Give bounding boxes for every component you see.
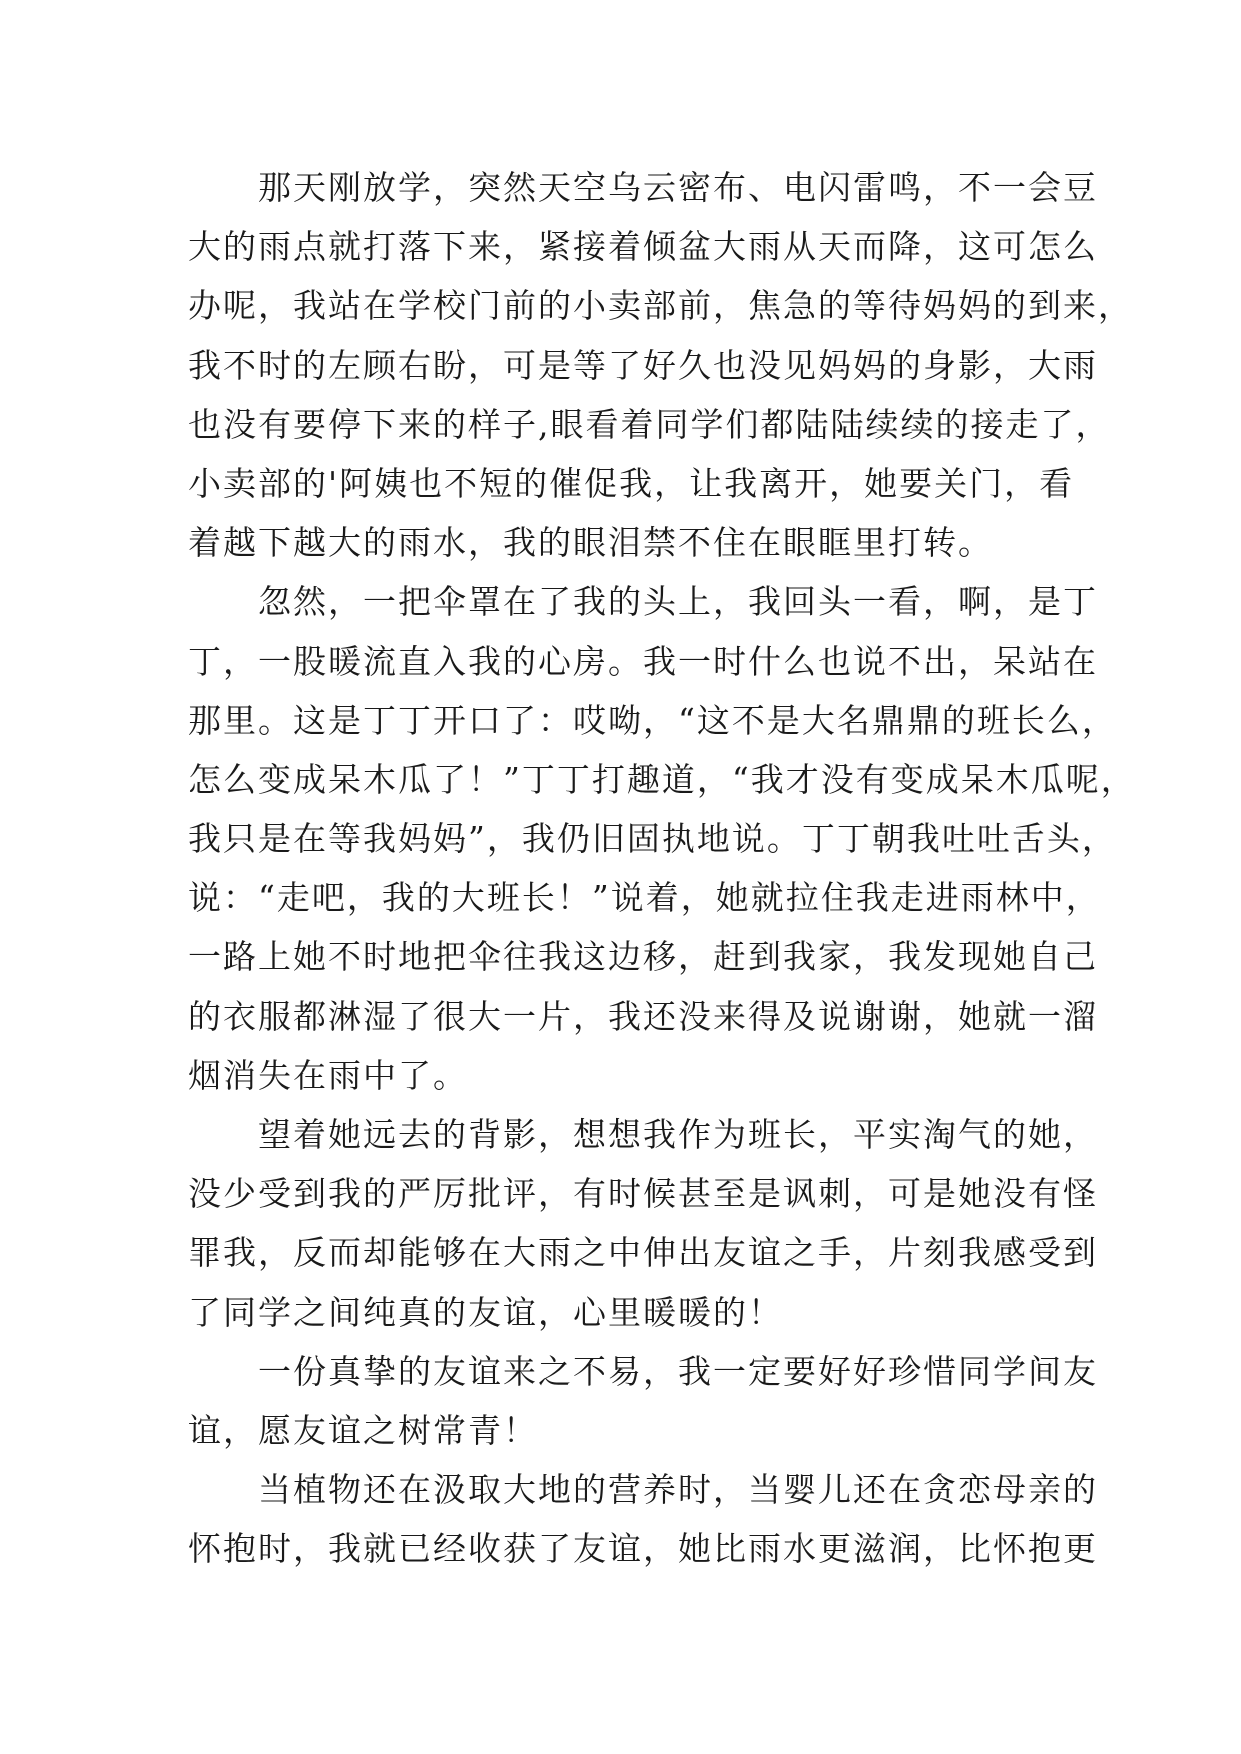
text-line: 大的雨点就打落下来，紧接着倾盆大雨从天而降，这可怎么 [188,227,1098,267]
text-line: 忽然，一把伞罩在了我的头上，我回头一看，啊，是丁 [258,582,1098,622]
text-line: 说：“走吧，我的大班长！”说着，她就拉住我走进雨林中， [188,878,1101,918]
body-text [188,158,1136,1579]
text-line: 丁，一股暖流直入我的心房。我一时什么也说不出，呆站在 [188,641,1098,681]
text-line: 谊，愿友谊之树常青！ [188,1410,538,1450]
text-line: 我只是在等我妈妈”，我仍旧固执地说。丁丁朝我吐吐舌头， [188,819,1117,859]
text-line: 也没有要停下来的样子,眼看着同学们都陆陆续续的接走了， [188,404,1111,444]
text-line: 没少受到我的严厉批评，有时候甚至是讽刺，可是她没有怪 [188,1174,1098,1214]
text-line: 了同学之间纯真的友谊，心里暖暖的！ [188,1292,783,1332]
text-line: 怀抱时，我就已经收获了友谊，她比雨水更滋润，比怀抱更 [188,1529,1098,1569]
text-line: 我不时的左顾右盼，可是等了好久也没见妈妈的身影，大雨 [188,345,1098,385]
text-line: 望着她远去的背影，想想我作为班长，平实淘气的她， [258,1115,1098,1154]
text-line: 的衣服都淋湿了很大一片，我还没来得及说谢谢，她就一溜 [188,996,1098,1036]
text-line: 烟消失在雨中了。 [188,1055,468,1095]
text-line: 一路上她不时地把伞往我这边移，赶到我家，我发现她自己 [188,937,1098,977]
text-line: 当植物还在汲取大地的营养时，当婴儿还在贪恋母亲的 [258,1470,1098,1510]
text-line: 一份真挚的友谊来之不易，我一定要好好珍惜同学间友 [258,1351,1098,1391]
text-line: 那天刚放学，突然天空乌云密布、电闪雷鸣，不一会豆 [258,168,1098,207]
text-line: 罪我，反而却能够在大雨之中伸出友谊之手，片刻我感受到 [188,1233,1098,1273]
text-line: 小卖部的'阿姨也不短的催促我，让我离开，她要关门，看 [188,463,1075,503]
text-line: 那里。这是丁丁开口了：哎呦，“这不是大名鼎鼎的班长么， [188,700,1117,740]
text-line: 怎么变成呆木瓜了！”丁丁打趣道，“我才没有变成呆木瓜呢， [188,759,1136,799]
text-line: 办呢，我站在学校门前的小卖部前，焦急的等待妈妈的到来， [188,286,1133,326]
text-line: 着越下越大的雨水，我的眼泪禁不住在眼眶里打转。 [188,523,993,563]
